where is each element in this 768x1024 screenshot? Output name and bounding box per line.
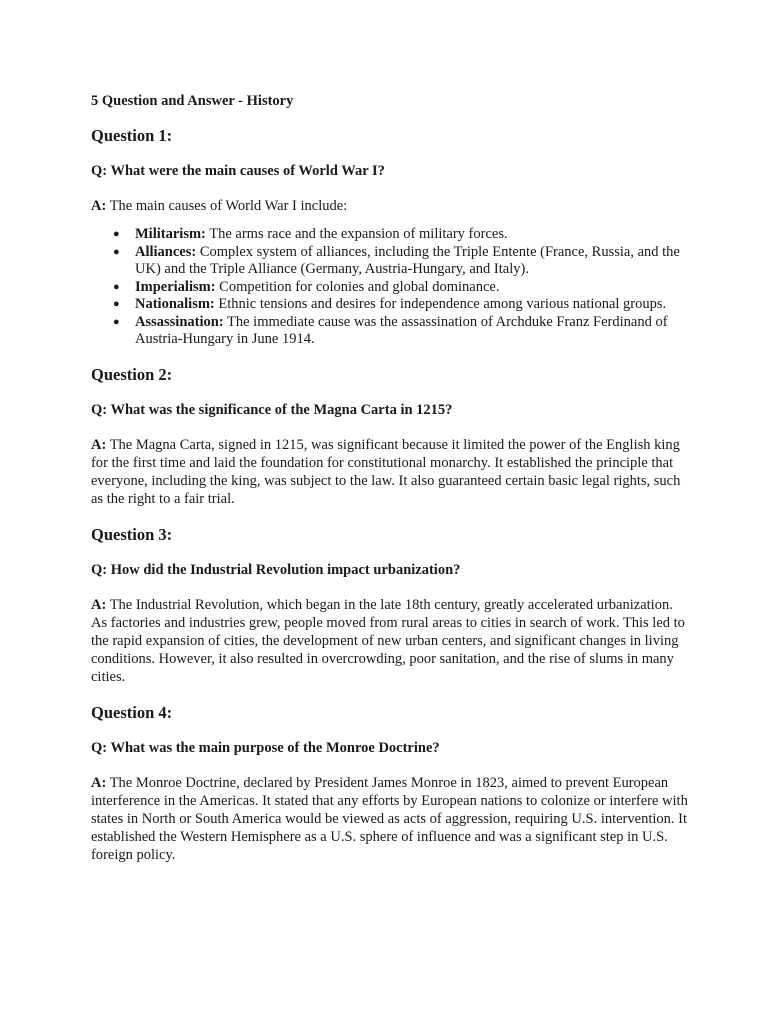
list-item [113,296,691,314]
list-item-term: Assassination: [135,313,224,330]
list-item-text: The immediate cause was the assassination of Archduke Franz Ferdinand of Austria-Hungary in June 1914. [135,313,668,347]
question-heading: Question 4: [91,702,173,722]
question-heading: Question 3: [91,524,173,544]
question-heading: Question 1: [91,126,173,145]
document-page [91,92,691,881]
answer-paragraph [91,436,691,508]
list-item-term: Alliances: [135,243,197,260]
bullet-icon: ● [113,245,120,258]
answer-paragraph [91,596,691,686]
question-text: Q: What was the main purpose of the Monroe Doctrine? [91,739,440,756]
list-item-term: Imperialism: [135,278,216,295]
question-heading: Question 2: [91,364,173,384]
question-section-2 [91,365,691,508]
list-item-text: Competition for colonies and global dominance. [219,278,500,295]
bullet-icon: ● [113,315,120,328]
list-item-text: Ethnic tensions and desires for independence among various national groups. [218,296,667,312]
list-item [113,243,691,279]
answer-label: A: [91,436,107,453]
bullet-icon: ● [113,298,120,310]
causes-list [91,226,691,349]
question-section-3 [91,525,691,686]
answer-paragraph [91,774,691,864]
list-item [113,313,691,349]
list-item-text: Complex system of alliances, including the Triple Entente (France, Russia, and the UK) and the Triple Alliance (Germany, Austria-Hungary, and Italy). [135,243,680,277]
bullet-icon: ● [113,280,120,293]
list-item-term: Militarism: [135,226,206,242]
question-section-1 [91,126,691,349]
answer-text: The Monroe Doctrine, declared by President James Monroe in 1823, aimed to prevent European interference in the Americas. It stated that any efforts by European nations to colonize or interfere with states in North or South America would be viewed as acts of aggression, requiring U.S. intervention. It established the Western Hemisphere as a U.S. sphere of influence and was a significant step in U.S. foreign policy. [91,774,688,863]
answer-label: A: [91,198,107,214]
list-item-term: Nationalism: [135,296,215,312]
list-item-text: The arms race and the expansion of military forces. [209,226,508,242]
question-section-4 [91,703,691,864]
bullet-icon: ● [113,228,120,240]
document-title: 5 Question and Answer - History [91,93,294,109]
answer-label: A: [91,774,107,791]
question-text: Q: What were the main causes of World War I? [91,163,385,179]
list-item [113,226,691,244]
question-text: Q: How did the Industrial Revolution impact urbanization? [91,561,461,578]
answer-text: The Industrial Revolution, which began in the late 18th century, greatly accelerated urbanization. As factories and industries grew, people moved from rural areas to cities in search of work. This led to the rapid expansion of cities, the development of new urban centers, and significant changes in living conditions. However, it also resulted in overcrowding, poor sanitation, and the rise of slums in many cities. [91,596,685,685]
answer-paragraph [91,197,691,215]
answer-text: The Magna Carta, signed in 1215, was significant because it limited the power of the English king for the first time and laid the foundation for constitutional monarchy. It established the principle that everyone, including the king, was subject to the law. It also guaranteed certain basic legal rights, such as the right to a fair trial. [91,436,681,507]
list-item [113,278,691,297]
question-text: Q: What was the significance of the Magna Carta in 1215? [91,401,453,418]
answer-text: The main causes of World War I include: [109,198,348,214]
answer-label: A: [91,596,107,613]
